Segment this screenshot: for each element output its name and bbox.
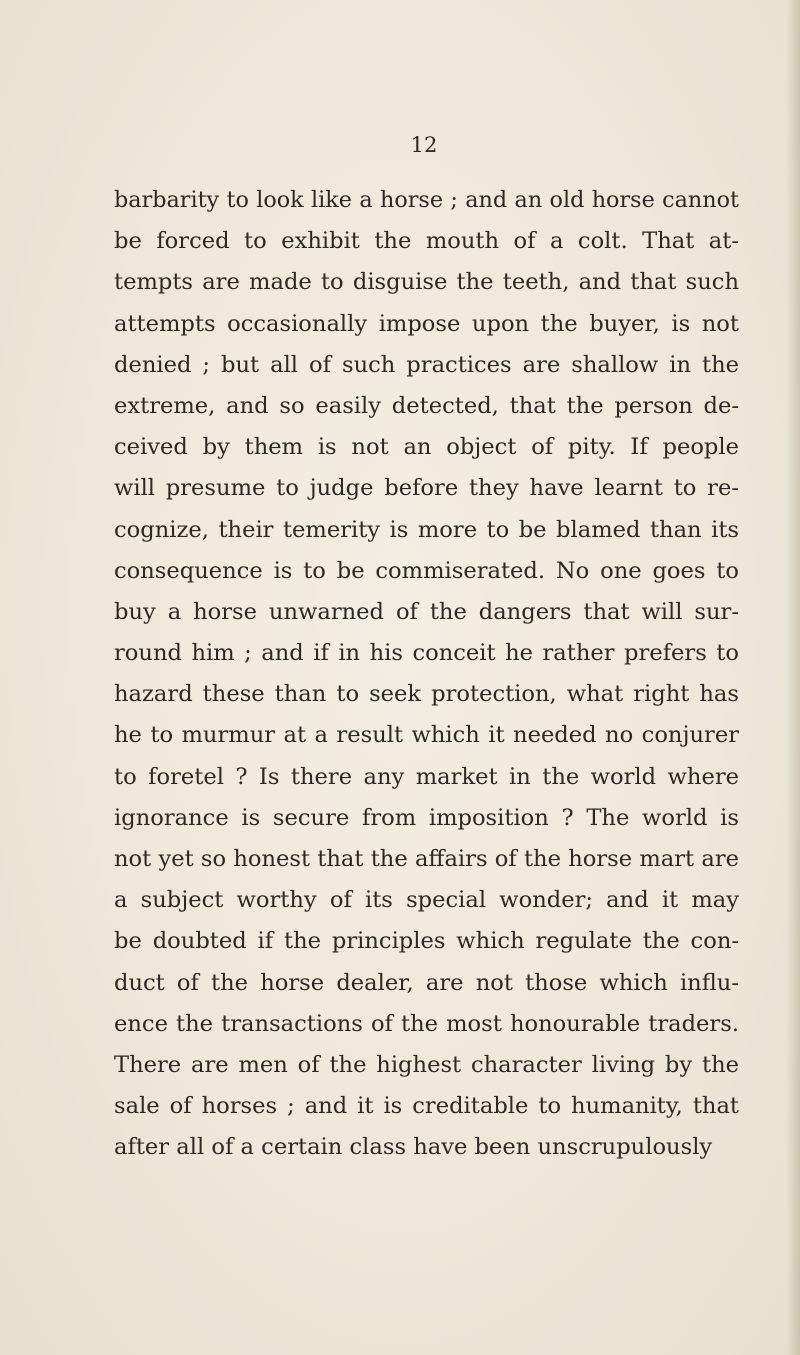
page-number: 12 bbox=[410, 133, 438, 157]
text-line: denied ; but all of such practices are shallow in the bbox=[114, 351, 739, 378]
text-line: be doubted if the principles which regulate the con- bbox=[114, 928, 739, 955]
text-line: tempts are made to disguise the teeth, and that such bbox=[114, 269, 739, 296]
text-line: to foretel ? Is there any market in the world where bbox=[114, 763, 739, 790]
text-line: hazard these than to seek protection, what right has bbox=[114, 681, 739, 708]
text-line: barbarity to look like a horse ; and an old horse cannot bbox=[114, 187, 739, 213]
text-line: duct of the horse dealer, are not those which influ- bbox=[114, 969, 739, 996]
page-edge-shadow bbox=[786, 0, 800, 1355]
text-line: after all of a certain class have been unscrupulously bbox=[114, 1134, 713, 1161]
text-line: extreme, and so easily detected, that the person de- bbox=[114, 392, 739, 419]
text-line: There are men of the highest character living by the bbox=[114, 1051, 739, 1078]
text-line: ence the transactions of the most honourable traders. bbox=[114, 1010, 739, 1037]
text-line: buy a horse unwarned of the dangers that will sur- bbox=[114, 598, 739, 625]
text-line: sale of horses ; and it is creditable to humanity, that bbox=[114, 1093, 739, 1120]
text-line: not yet so honest that the affairs of the horse mart are bbox=[114, 846, 739, 872]
text-line: ceived by them is not an object of pity. If people bbox=[114, 434, 739, 461]
body-text bbox=[114, 180, 739, 1169]
text-line: a subject worthy of its special wonder; and it may bbox=[114, 887, 739, 914]
text-line: be forced to exhibit the mouth of a colt. That at- bbox=[114, 228, 739, 255]
text-line: attempts occasionally impose upon the buyer, is not bbox=[114, 310, 739, 337]
text-line: he to murmur at a result which it needed no conjurer bbox=[114, 722, 739, 749]
text-line: round him ; and if in his conceit he rather prefers to bbox=[114, 640, 739, 667]
text-line: ignorance is secure from imposition ? The world is bbox=[114, 804, 739, 831]
text-line: will presume to judge before they have learnt to re- bbox=[114, 475, 739, 502]
text-line: cognize, their temerity is more to be blamed than its bbox=[114, 516, 739, 543]
text-line: consequence is to be commiserated. No one goes to bbox=[114, 557, 739, 584]
